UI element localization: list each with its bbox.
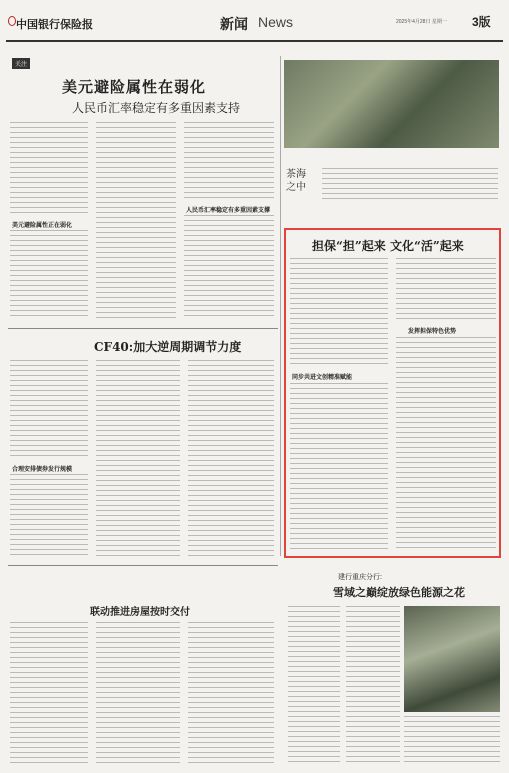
article-5-body-col2 xyxy=(346,606,400,764)
article-4-body-col2 xyxy=(96,622,180,764)
article-3-headline: 担保“担”起来 文化“活”起来 xyxy=(312,239,464,253)
masthead xyxy=(6,4,503,42)
article-5-body-col3 xyxy=(404,716,500,764)
article-3-body-col1b xyxy=(290,383,388,551)
tea-garden-photo xyxy=(284,60,499,148)
section-title-en: News xyxy=(258,14,294,30)
article-1-subhead: 人民币汇率稳定有多重因素支持 xyxy=(72,101,241,115)
article-4-body-col1 xyxy=(10,622,88,764)
article-2-headline: CF40:加大逆周期调节力度 xyxy=(94,340,242,354)
article-1-subsection-2: 人民币汇率稳定有多重因素支撑 xyxy=(186,208,271,214)
article-3-subsection-1: 发挥担保特色优势 xyxy=(408,329,457,335)
article-1-body-col1 xyxy=(10,122,88,217)
article-1-body-col3b xyxy=(184,215,274,318)
article-1-body-col1b xyxy=(10,230,88,320)
article-4-body-col3 xyxy=(188,622,274,764)
article-2-subsection-1: 合理安排债券发行规模 xyxy=(12,467,73,473)
article-3-body-col2b xyxy=(396,337,496,551)
article-2-body-col3 xyxy=(188,360,274,558)
plateau-solar-photo xyxy=(404,606,500,712)
article-2-body-col2 xyxy=(96,360,180,558)
section-divider xyxy=(8,328,278,329)
article-3-body-col2a xyxy=(396,258,496,320)
article-1-body-col2 xyxy=(96,122,176,318)
dateline: 2025年4月28日 星期一 xyxy=(396,19,447,25)
photo-caption-body xyxy=(322,168,498,200)
bottom-section-divider xyxy=(8,565,278,566)
photo-caption-title: 茶海 之中 xyxy=(286,169,306,193)
article-5-kicker: 建行重庆分行: xyxy=(338,574,382,581)
newspaper-logo-icon xyxy=(8,16,16,26)
article-2-body-col1 xyxy=(10,360,88,460)
article-5-body-col1 xyxy=(288,606,340,764)
article-2-body-col1b xyxy=(10,474,88,558)
article-1-body-col3a xyxy=(184,122,274,202)
section-title-cn: 新闻 xyxy=(220,17,248,33)
newspaper-brand: 中国银行保险报 xyxy=(16,18,93,31)
article-3-body-col1a xyxy=(290,258,388,368)
edition-number: 3版 xyxy=(472,15,491,29)
article-1-headline: 美元避险属性在弱化 xyxy=(62,78,207,96)
article-3-subsection-2: 同步共进文创精准赋能 xyxy=(292,375,353,381)
article-1-subsection-1: 美元避险属性正在弱化 xyxy=(12,223,73,229)
article-4-headline: 联动推进房屋按时交付 xyxy=(90,607,190,618)
article-5-headline: 雪域之巅绽放绿色能源之花 xyxy=(333,586,465,599)
section-tag: 关注 xyxy=(12,58,30,69)
column-divider xyxy=(280,56,281,556)
